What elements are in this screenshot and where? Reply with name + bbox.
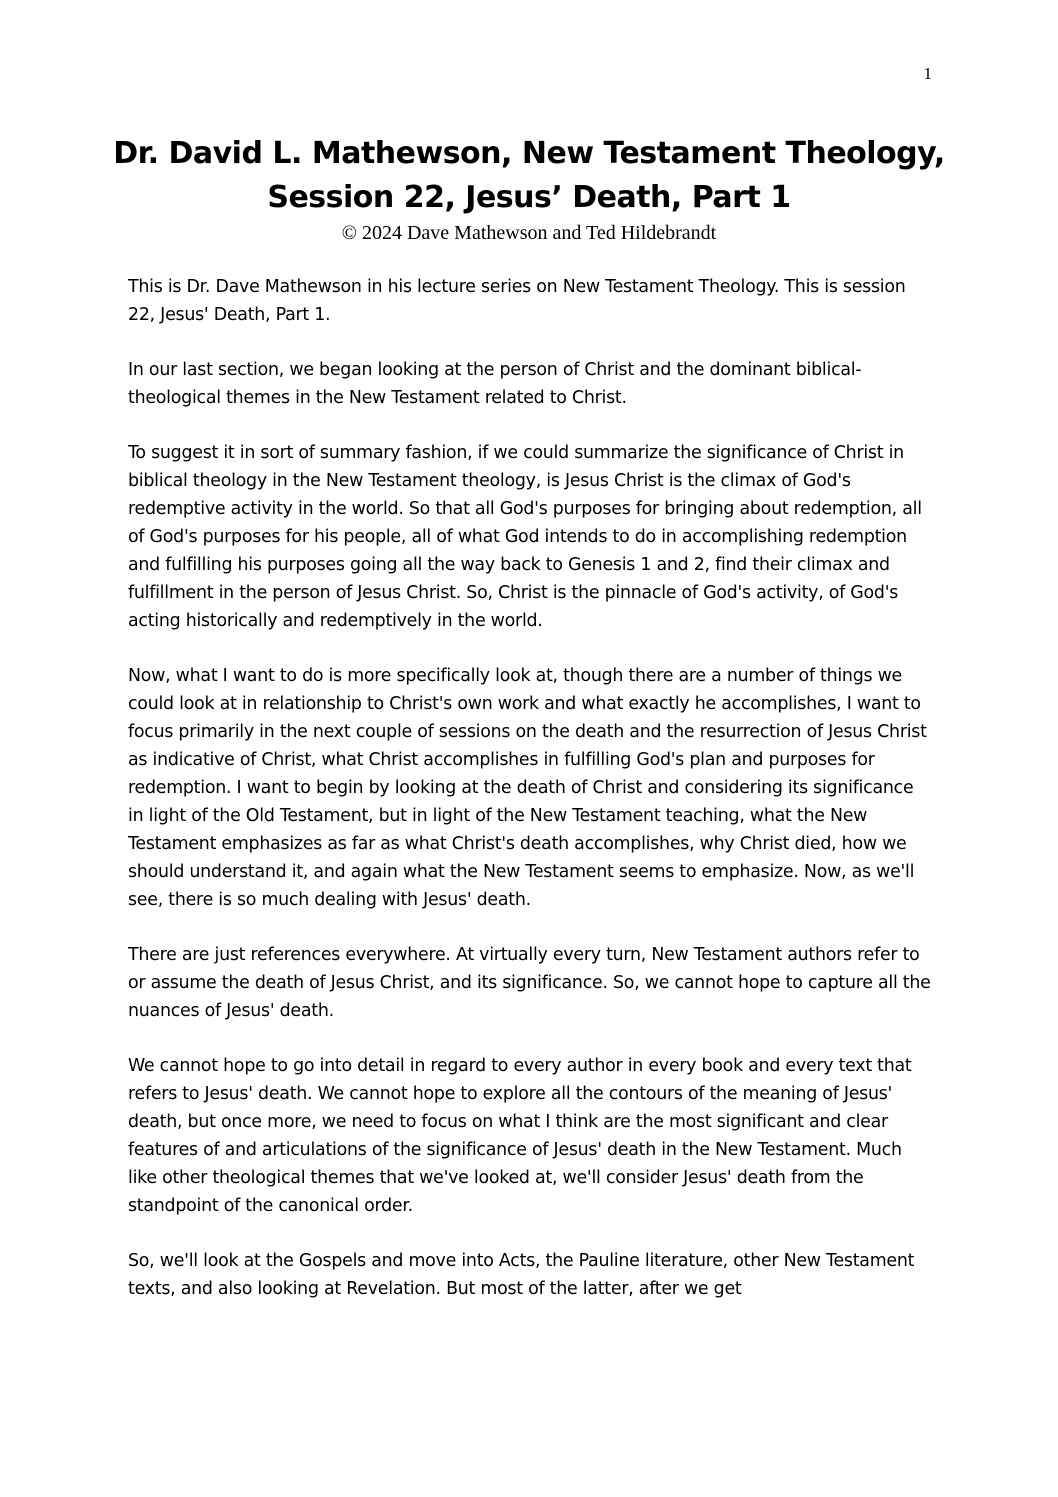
copyright-notice: © 2024 Dave Mathewson and Ted Hildebrandt bbox=[341, 222, 717, 244]
paragraph: Now, what I want to do is more specifically look at, though there are a number of things we could look at in relationship to Christ's own work and what exactly he accomplishes, I want to focus primarily in the next couple of sessions on the death and the resurrection of Jesus Christ as indicative of Christ, what Christ accomplishes in fulfilling God's plan and purposes for redemption. I want to begin by looking at the death of Christ and considering its significance in light of the Old Testament, but in light of the New Testament teaching, what the New Testament emphasizes as far as what Christ's death accomplishes, why Christ died, how we should understand it, and again what the New Testament seems to emphasize. Now, as we'll see, there is so much dealing with Jesus' death. bbox=[128, 666, 927, 910]
document-title-line-2: Session 22, Jesus’ Death, Part 1 bbox=[267, 180, 791, 215]
document-body bbox=[128, 273, 934, 1330]
paragraph: In our last section, we began looking at the person of Christ and the dominant biblical-theological themes in the New Testament related to Christ. bbox=[128, 360, 862, 408]
paragraph: We cannot hope to go into detail in regard to every author in every book and every text that refers to Jesus' death. We cannot hope to explore all the contours of the meaning of Jesus' death, but once more, we need to focus on what I think are the most significant and clear features of and articulations of the significance of Jesus' death in the New Testament. Much like other theological themes that we've looked at, we'll consider Jesus' death from the standpoint of the canonical order. bbox=[128, 1056, 912, 1216]
paragraph: So, we'll look at the Gospels and move into Acts, the Pauline literature, other New Testament texts, and also looking at Revelation. But most of the latter, after we get bbox=[128, 1251, 915, 1299]
paragraph: This is Dr. Dave Mathewson in his lecture series on New Testament Theology. This is session 22, Jesus' Death, Part 1. bbox=[128, 277, 906, 325]
paragraph: To suggest it in sort of summary fashion, if we could summarize the significance of Christ in biblical theology in the New Testament theology, is Jesus Christ is the climax of God's redemptive activity in the world. So that all God's purposes for bringing about redemption, all of God's purposes for his people, all of what God intends to do in accomplishing redemption and fulfilling his purposes going all the way back to Genesis 1 and 2, find their climax and fulfillment in the person of Jesus Christ. So, Christ is the pinnacle of God's activity, of God's acting historically and redemptively in the world. bbox=[128, 443, 922, 631]
paragraph: There are just references everywhere. At virtually every turn, New Testament authors refer to or assume the death of Jesus Christ, and its significance. So, we cannot hope to capture all the nuances of Jesus' death. bbox=[128, 945, 931, 1021]
document-header bbox=[100, 132, 958, 246]
document-title-line-1: Dr. David L. Mathewson, New Testament Theology, bbox=[113, 136, 945, 171]
page-number: 1 bbox=[923, 64, 932, 83]
